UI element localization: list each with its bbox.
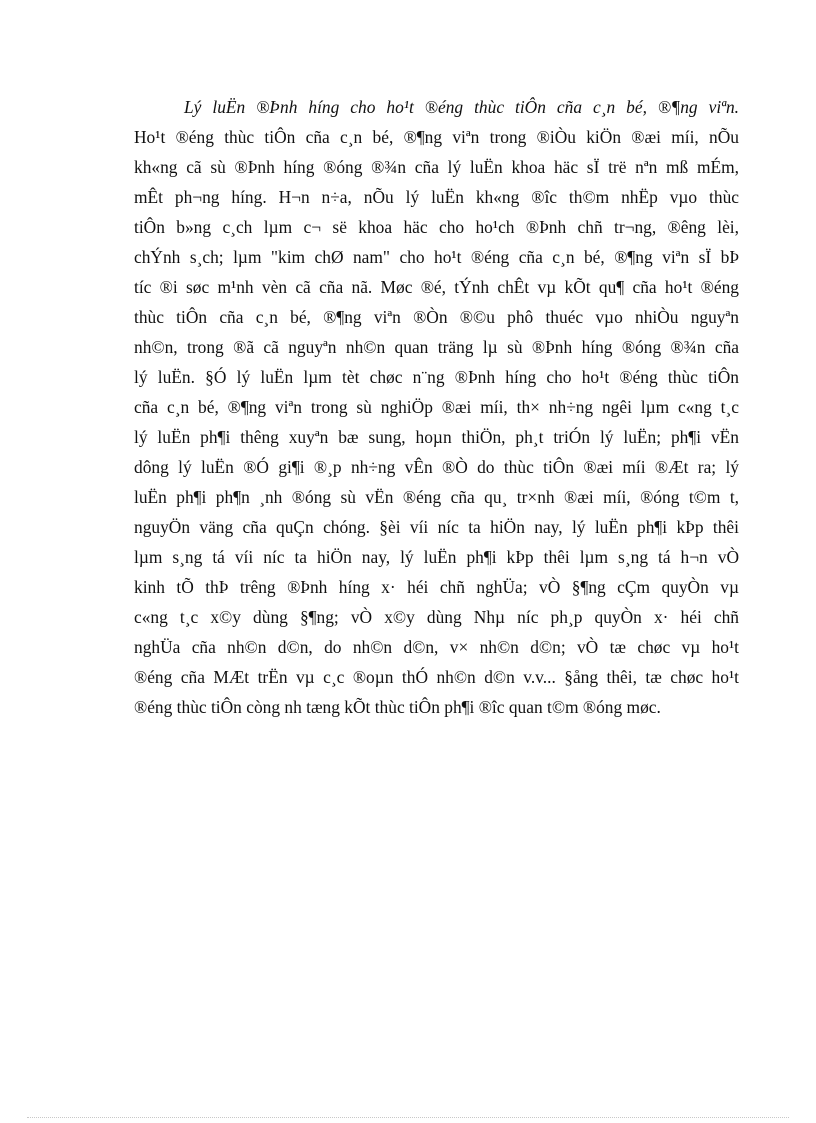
- page-bottom-divider: [27, 1117, 789, 1118]
- paragraph-line-14: luËn ph¶i ph¶n ¸nh ®óng sù vËn ®éng cña qu¸ tr×nh ®æi míi, ®óng t©m t,: [134, 487, 739, 507]
- paragraph-line-17: kinh tÕ thÞ trêng ®Þnh híng x· héi chñ nghÜa; vÒ §¶ng cÇm quyÒn vµ: [134, 577, 739, 597]
- paragraph-line-11: cña c¸n bé, ®¶ng viªn trong sù nghiÖp ®æi míi, th× nh÷ng ngêi lµm c«ng t¸c: [134, 397, 739, 417]
- paragraph-line-20: ®éng cña MÆt trËn vµ c¸c ®oµn thÓ nh©n d©n v.v... §ång thêi, tæ chøc ho¹t: [134, 667, 739, 687]
- paragraph-line-1: Lý luËn ®Þnh híng cho ho¹t ®éng thùc tiÔn cña c¸n bé, ®¶ng viªn.: [184, 97, 739, 117]
- paragraph-line-3: kh«ng cã sù ®Þnh híng ®óng ®¾n cña lý luËn khoa häc sÏ trë nªn mß mÉm,: [134, 157, 739, 177]
- paragraph-line-10: lý luËn. §Ó lý luËn lµm tèt chøc n¨ng ®Þnh híng cho ho¹t ®éng thùc tiÔn: [134, 367, 739, 387]
- paragraph-line-21: ®éng thùc tiÔn còng nh tæng kÕt thùc tiÔn ph¶i ®îc quan t©m ®óng møc.: [134, 697, 661, 717]
- paragraph-line-18: c«ng t¸c x©y dùng §¶ng; vÒ x©y dùng Nhµ níc ph¸p quyÒn x· héi chñ: [134, 607, 739, 627]
- body-paragraph: [134, 92, 739, 722]
- paragraph-line-9: nh©n, trong ®ã cã nguyªn nh©n quan träng lµ sù ®Þnh híng ®óng ®¾n cña: [134, 337, 739, 357]
- paragraph-line-7: tíc ®i søc m¹nh vèn cã cña nã. Møc ®é, tÝnh chÊt vµ kÕt qu¶ cña ho¹t ®éng: [134, 277, 739, 297]
- paragraph-line-6: chÝnh s¸ch; lµm "kim chØ nam" cho ho¹t ®éng cña c¸n bé, ®¶ng viªn sÏ bÞ: [134, 247, 739, 267]
- paragraph-line-13: dông lý luËn ®Ó gi¶i ®¸p nh÷ng vÊn ®Ò do thùc tiÔn ®æi míi ®Æt ra; lý: [134, 457, 739, 477]
- paragraph-line-4: mÊt ph¬ng híng. H¬n n÷a, nÕu lý luËn kh«ng ®îc th©m nhËp vµo thùc: [134, 187, 739, 207]
- paragraph-line-8: thùc tiÔn cña c¸n bé, ®¶ng viªn ®Òn ®©u phô thuéc vµo nhiÒu nguyªn: [134, 307, 739, 327]
- paragraph-line-2: Ho¹t ®éng thùc tiÔn cña c¸n bé, ®¶ng viªn trong ®iÒu kiÖn ®æi míi, nÕu: [134, 127, 739, 147]
- paragraph-line-16: lµm s¸ng tá víi níc ta hiÖn nay, lý luËn ph¶i kÞp thêi lµm s¸ng tá h¬n vÒ: [134, 547, 739, 567]
- paragraph-line-12: lý luËn ph¶i thêng xuyªn bæ sung, hoµn thiÖn, ph¸t triÓn lý luËn; ph¶i vËn: [134, 427, 739, 447]
- paragraph-line-5: tiÔn b»ng c¸ch lµm c¬ së khoa häc cho ho¹ch ®Þnh chñ tr¬ng, ®êng lèi,: [134, 217, 739, 237]
- paragraph-line-19: nghÜa cña nh©n d©n, do nh©n d©n, v× nh©n d©n; vÒ tæ chøc vµ ho¹t: [134, 637, 739, 657]
- paragraph-line-15: nguyÖn väng cña quÇn chóng. §èi víi níc ta hiÖn nay, lý luËn ph¶i kÞp thêi: [134, 517, 739, 537]
